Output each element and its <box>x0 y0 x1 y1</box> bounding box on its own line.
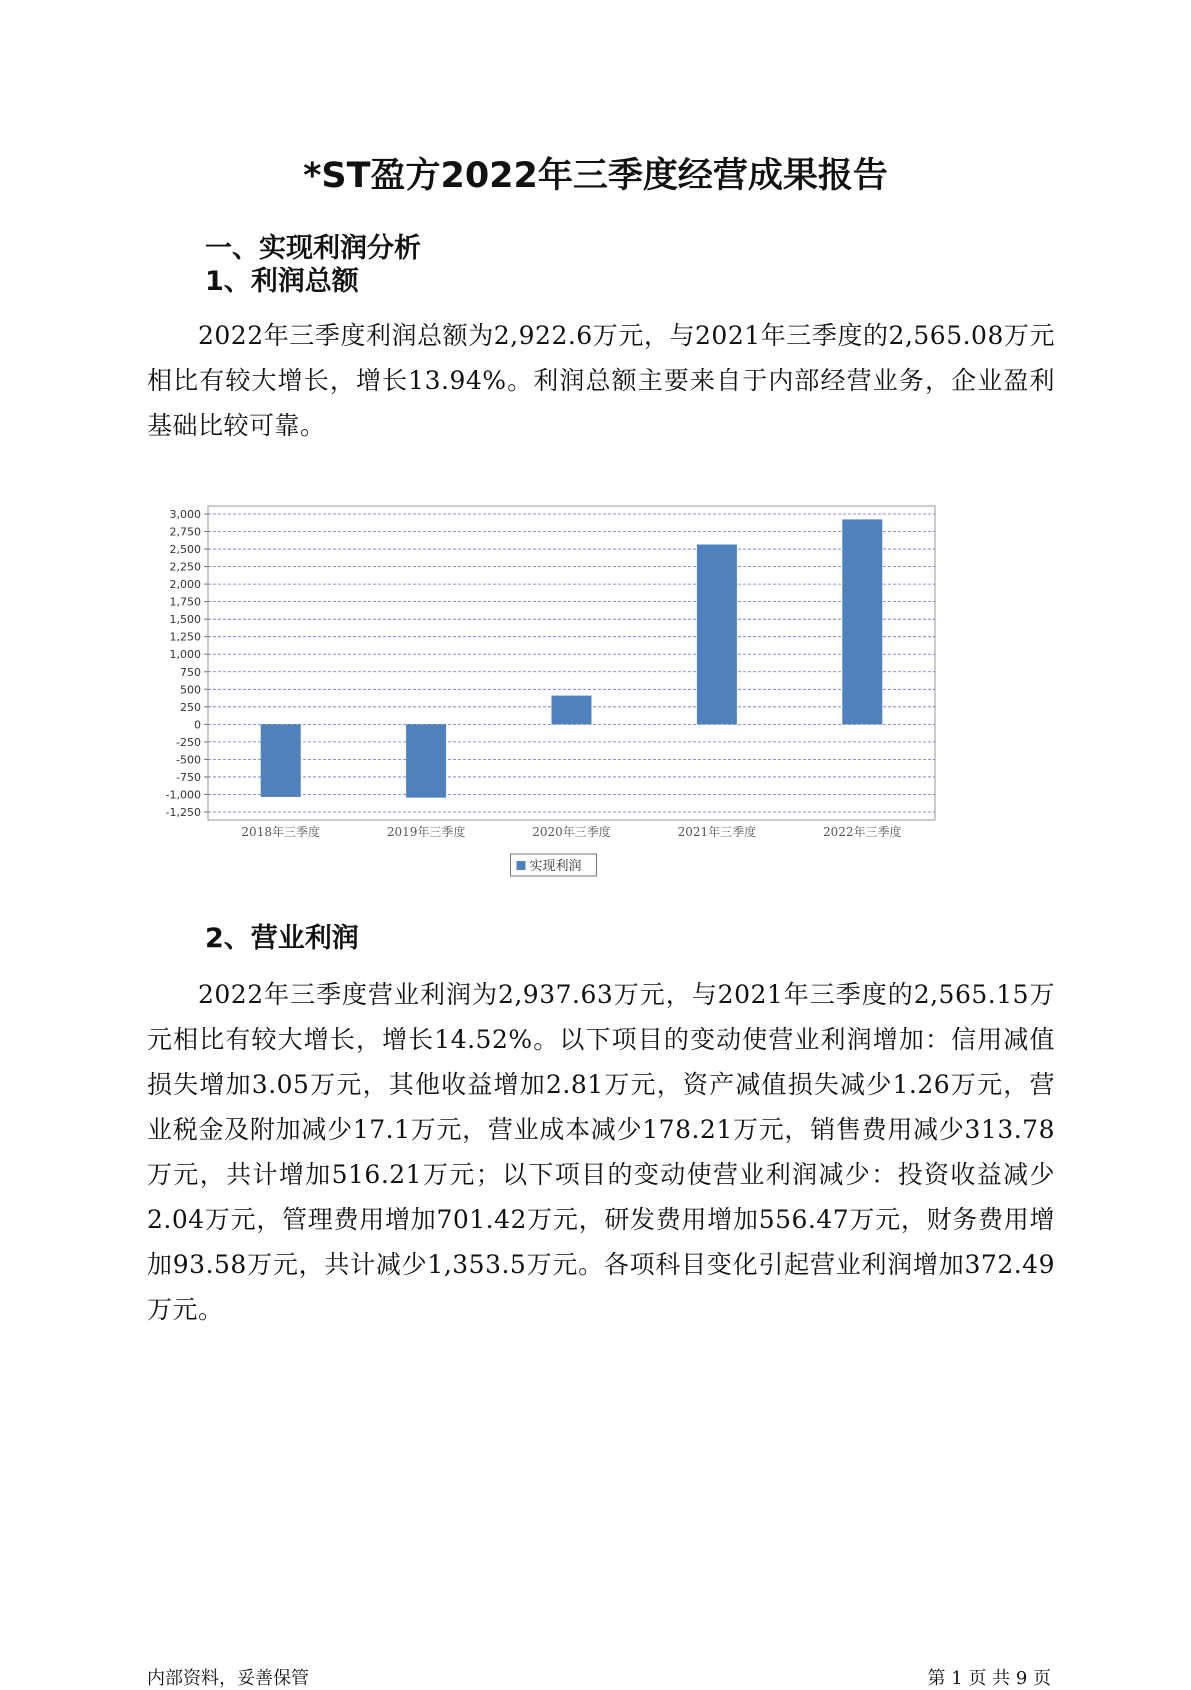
y-tick-label: 1,500 <box>169 613 201 627</box>
y-tick-label: -1,000 <box>165 788 201 802</box>
y-tick-label: 250 <box>180 700 201 714</box>
y-tick-label: 2,250 <box>169 560 201 574</box>
chart-svg <box>150 500 1040 960</box>
y-tick-label: -500 <box>176 753 201 767</box>
bar <box>842 519 882 724</box>
y-tick-label: 1,750 <box>169 595 201 609</box>
y-tick-label: 750 <box>180 665 201 679</box>
subsection-heading-profit-total: 1、利润总额 <box>205 266 359 297</box>
footer-page-number: 第 1 页 共 9 页 <box>927 1668 1051 1689</box>
legend-label: 实现利润 <box>529 859 582 874</box>
x-tick-label: 2019年三季度 <box>386 825 466 839</box>
y-tick-label: 2,750 <box>169 525 201 539</box>
subsection-heading-operating-profit: 2、营业利润 <box>205 923 359 954</box>
y-tick-label: 1,000 <box>169 648 201 662</box>
y-tick-label: 2,500 <box>169 543 201 557</box>
x-tick-label: 2021年三季度 <box>677 825 757 839</box>
paragraph-profit-total: 2022年三季度利润总额为2,922.6万元，与2021年三季度的2,565.08万元相比有较大增长，增长13.94%。利润总额主要来自于内部经营业务，企业盈利基础比较可靠。 <box>147 321 1055 440</box>
bar <box>552 696 592 725</box>
paragraph-operating-profit: 2022年三季度营业利润为2,937.63万元，与2021年三季度的2,565.15万元相比有较大增长，增长14.52%。以下项目的变动使营业利润增加：信用减值损失增加3.05万元，其他收益增加2.81万元，资产减值损失减少1.26万元，营业税金及附加减少17.1万元，营业成本减少178.21万元，销售费用减少313.78万元，共计增加516.21万元；以下项目的变动使营业利润减少：投资收益减少2.04万元，管理费用增加701.42万元，研发费用增加556.47万元，财务费用增加93.58万元，共计减少1,353.5万元。各项科目变化引起营业利润增加372.49万元。 <box>147 980 1055 1324</box>
x-tick-label: 2022年三季度 <box>823 825 902 839</box>
y-tick-label: -750 <box>176 770 201 784</box>
y-tick-label: 2,000 <box>169 578 201 592</box>
legend-swatch <box>517 861 526 870</box>
y-tick-label: -250 <box>176 735 201 749</box>
x-tick-label: 2018年三季度 <box>241 825 320 839</box>
bar <box>406 724 446 797</box>
y-tick-label: 1,250 <box>169 630 201 644</box>
bar <box>697 544 737 724</box>
x-tick-label: 2020年三季度 <box>532 825 611 839</box>
profit-chart <box>150 500 1040 960</box>
bar <box>261 724 301 797</box>
y-tick-label: 0 <box>194 718 201 732</box>
y-tick-label: -1,250 <box>165 806 201 819</box>
y-tick-label: 500 <box>180 683 201 697</box>
footer-confidential: 内部资料，妥善保管 <box>147 1668 309 1689</box>
report-title: *ST盈方2022年三季度经营成果报告 <box>303 156 888 196</box>
plot-area <box>208 506 935 820</box>
section-heading: 一、实现利润分析 <box>205 233 421 264</box>
y-tick-label: 3,000 <box>169 508 201 521</box>
